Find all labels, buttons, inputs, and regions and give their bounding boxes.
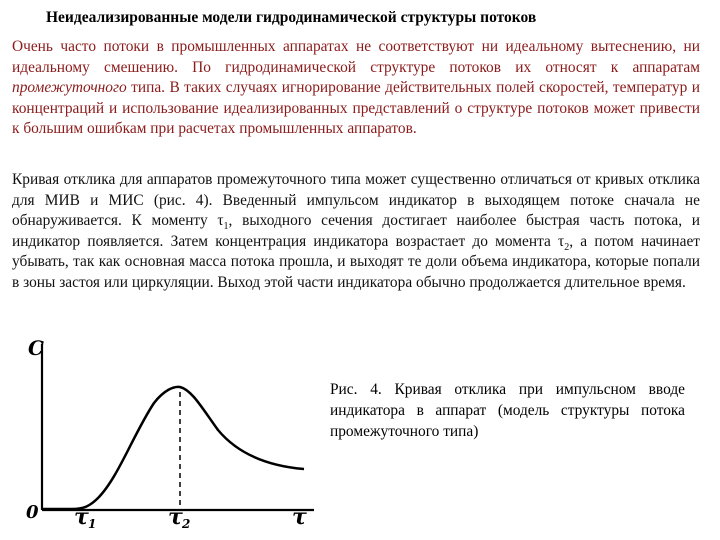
paragraph-response-part2: , выходного сечения достигает наиболее быстрая часть потока, и индикатор появляется. Затем концентрация индикатора возрастает до момента τ	[12, 212, 700, 250]
paragraph-response-part3: , а потом начинает убывать, так как основная масса потока прошла, и выходят те доли объема индикатора, которые попали в зоны застоя или циркуляции. Выход этой части индикатора обычно продолжается длительное время.	[12, 232, 701, 291]
tau2-label: τ	[168, 504, 183, 530]
response-curve-figure	[22, 338, 322, 534]
figure-caption: Рис. 4. Кривая отклика при импульсном вводе индикатора в аппарат (модель структуры потока промежуточного типа)	[330, 381, 685, 440]
paragraph-intro-text-end: типа. В таких случаях игнорирование действительных полей скоростей, температур и концентраций и использование идеализированных представлений о структуре потоков может привести к большим ошибкам при расчетах промышленных аппаратов.	[12, 79, 700, 137]
tau1-label: τ	[74, 504, 89, 530]
tau2-subscript: 2	[564, 241, 570, 253]
tau1-subscript: 1	[223, 221, 229, 233]
emphasis-intermediate: промежуточного	[12, 79, 127, 96]
response-curve	[42, 387, 304, 509]
paragraph-intro-text: Очень часто потоки в промышленных аппаратах не соответствуют ни идеальному вытеснению, ни идеальному смешению. По гидродинамической структуре потоков их относят к аппаратам	[12, 38, 700, 76]
tau2-label-subscript: 2	[182, 517, 191, 531]
y-axis-label: C	[28, 338, 44, 360]
page-title: Неидеализированные модели гидродинамической структуры потоков	[46, 9, 537, 26]
paragraph-response-curve	[12, 170, 700, 293]
origin-label: 0	[26, 502, 39, 523]
response-curve-svg	[22, 338, 322, 534]
paragraph-intro	[12, 37, 700, 140]
paragraph-response-part1: Кривая отклика для аппаратов промежуточного типа может существенно отличаться от кривых отклика для МИВ и МИС (рис. 4). Введенный импульсом индикатор в выходящем потоке сначала не обнаруживается. К моменту τ	[12, 171, 700, 229]
x-axis-label: τ	[292, 504, 307, 530]
tau1-label-subscript: 1	[88, 517, 97, 531]
